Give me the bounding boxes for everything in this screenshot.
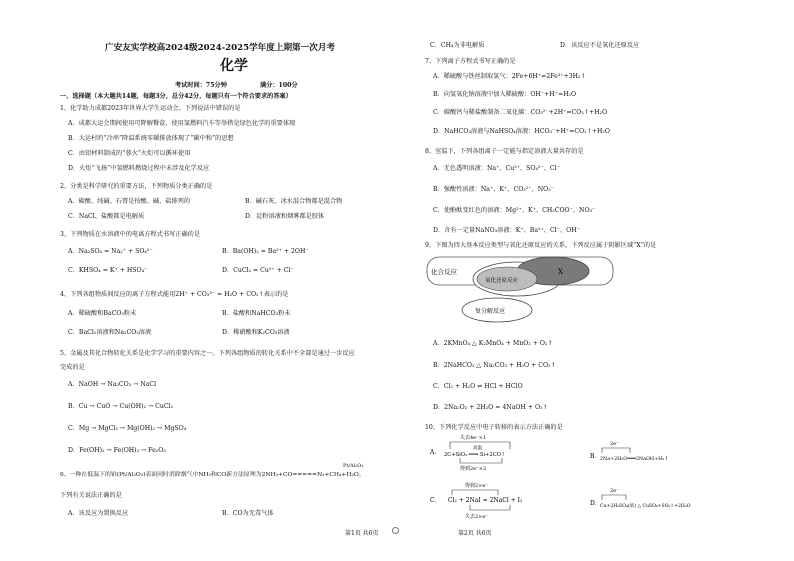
option: D．该反应不是氧化还原反应 [560, 42, 640, 49]
option: C．碳酸钙与稀盐酸制备二氧化碳：CO₃²⁻+2H⁺=CO₂↑+H₂O [433, 109, 608, 116]
binding-hole-icon [392, 527, 399, 534]
electron-loss-label: 失去4e⁻×1 [460, 435, 487, 441]
electron-label: 2e⁻ [610, 488, 619, 494]
option: B．强酸性溶液：Na⁺、K⁺、CO₃²⁻、NO₃⁻ [433, 186, 554, 193]
option: D．Fe(OH)₂ → Fe(OH)₃ → Fe₂O₃ [68, 447, 166, 454]
equation: Cu+2H₂SO₄(浓) △ CuSO₄+SO₂↑+2H₂O [600, 504, 691, 509]
option: B．Cu → CuO → Cu(OH)₂ → CuCl₂ [68, 403, 174, 410]
electron-arrow [452, 490, 498, 495]
question-5-cont: 完成的是 [60, 364, 85, 371]
option: B．2NaHCO₃ △ Na₂CO₃ + H₂O + CO₂↑ [433, 362, 556, 369]
question-5: 5、金属及其化合物转化关系是化学学习的重要内容之一。下列各组物质的转化关系中不全部是通过一步反应 [60, 350, 355, 357]
option: A．无色透明溶液：Na⁺、Cu²⁺、SO₄²⁻、Cl⁻ [433, 165, 560, 172]
question-6-cont: 下列有关说法正确的是 [60, 492, 122, 499]
option: C．Mg → MgCl₂ → Mg(OH)₂ → MgSO₄ [68, 425, 187, 432]
option: B．盐酸和NaHCO₃粉末 [222, 310, 291, 317]
option: D．稀硝酸和K₂CO₃溶液 [222, 329, 290, 336]
electron-loss-label: 失去2×e⁻ [465, 514, 488, 520]
equation: Cl₂ + 2NaI = 2NaCl + I₂ [448, 497, 523, 504]
option: A．NaOH → Na₂CO₃ → NaCl [68, 381, 157, 388]
electron-arrow [602, 495, 626, 500]
q10-option-a-diagram [430, 432, 565, 474]
q10-option-d-diagram [590, 487, 750, 517]
page-number-left: 第1页 共6页 [345, 530, 379, 537]
subject-title: 化学 [220, 58, 248, 74]
question-7: 7、下列离子方程式书写正确的是 [425, 58, 516, 65]
reaction-venn-diagram [425, 252, 615, 330]
option-label: A． [430, 449, 441, 456]
equation: 2C+SiO₂ ═══ Si+2CO↑ [444, 452, 506, 458]
option: A．碳酸、纯碱、石膏是按酸、碱、盐排列的 [68, 198, 191, 205]
x-label: X [558, 268, 563, 276]
option: D．火炬“飞扬”中氢燃料燃烧过程中未涉及化学反应 [68, 165, 210, 172]
option: B．大运村的“冷串”降温系统零碳排放体现了“碳中和”的思想 [68, 135, 234, 142]
option: D．2Na₂O₂ + 2H₂O = 4NaOH + O₂↑ [433, 404, 548, 411]
option: A．稀硫酸和BaCO₃粉末 [68, 310, 137, 317]
question-8: 8、室温下，下列各组离子一定能与指定溶液大量共存的是 [425, 148, 584, 155]
option: A．该反应为置换反应 [68, 510, 129, 517]
option: D．淀粉溶液和烟雾都是胶体 [245, 213, 325, 220]
q10-option-b-diagram [590, 440, 720, 470]
electron-gain-label: 得到2e⁻×2 [460, 466, 487, 472]
electron-arrow [602, 448, 630, 453]
catalyst-label: Pt/Al₂O₃ [343, 463, 364, 469]
option-label: B． [590, 453, 601, 460]
question-1: 1、化学助力成都2023年世界大学生运动会。下列说法中错误的是 [60, 105, 241, 112]
equation: 2Na+2H₂O═══2NaOH+H₂↑ [600, 457, 669, 462]
option: A．成都大运会期间使用可降解餐盒，使用氢燃料汽车等举措是绿色化学的重要体现 [68, 120, 296, 127]
electron-gain-label: 得到2×e⁻ [465, 483, 488, 489]
decomposition-label: 复分解反应 [475, 308, 506, 315]
combination-label: 化合反应 [431, 268, 457, 276]
question-4: 4、下列各组物质间反应的离子方程式能用2H⁺ + CO₃²⁻ = H₂O + CO₂↑表示的是 [60, 291, 289, 298]
option: C．由铝材料制成的“蓉火”火炬可以循环使用 [68, 150, 191, 157]
electron-arrow [470, 505, 510, 510]
option: D．含有一定量NaNO₃溶液：K⁺、Ba²⁺、Cl⁻、OH⁻ [433, 227, 580, 234]
question-10: 10、下列化学反应中电子转移的表示方法正确的是 [425, 424, 563, 431]
exam-title: 广安友实学校高2024级2024-2025学年度上期第一次月考 [105, 43, 336, 53]
option: B．Ba(OH)₂ = Ba²⁺ + 2OH⁻ [222, 248, 309, 255]
electron-label: 2e⁻ [610, 441, 619, 447]
option: C．KHSO₄ = K⁺ + HSO₄⁻ [68, 267, 148, 274]
full-score: 满分：100分 [260, 82, 298, 89]
question-6: 6、一种在低温下的铂(Pt/Al₂O₃)表面同时消除烟气中NH₃和CO新方法原理为2NH₃+CO=====N₂+CH₄+H₂O。 [60, 472, 365, 478]
q10-option-c-diagram [430, 480, 565, 522]
question-9: 9、下图为四大基本反应类型与氧化还原反应的关系，下列反应属于阴影区域“X”的是 [425, 242, 657, 249]
option: C．使酚酞变红色的溶液：Mg²⁺、K⁺、CH₃COO⁻、NO₃⁻ [433, 207, 596, 214]
option: A．稀硫酸与铁丝制取氢气：2Fe+6H⁺=2Fe³⁺+3H₂↑ [433, 73, 586, 80]
option: D．CuCl₂ = Cu²⁺ + Cl⁻ [222, 267, 294, 274]
page-number-right: 第2页 共6页 [458, 530, 492, 537]
electron-arrow [460, 458, 502, 463]
option-label: C． [430, 497, 441, 504]
option: B．CO为无毒气体 [222, 510, 274, 517]
question-3: 3、下列物质在水溶液中的电离方程式书写正确的是 [60, 231, 201, 238]
redox-label: 氧化还原反应 [485, 278, 519, 284]
option: C．Cl₂ + H₂O ⇌ HCl + HClO [433, 383, 523, 390]
option: A．2KMnO₄ △ K₂MnO₄ + MnO₂ + O₂↑ [433, 340, 553, 347]
option: B．向氢氧化钠溶液中加入稀硫酸：OH⁻+H⁺=H₂O [433, 91, 577, 98]
option: D．NaHCO₃溶液与NaHSO₄溶液：HCO₃⁻+H⁺=CO₂↑+H₂O [433, 128, 610, 135]
section-heading: 一、选择题（本大题共14题，每题3分，总分42分，每题只有一个符合要求的答案） [60, 93, 292, 100]
option: C．NaCl、盐酸都是电解质 [68, 213, 145, 220]
option: C．BaCl₂溶液和Na₂CO₃溶液 [68, 329, 152, 336]
option: A．Na₂SO₄ = Na₂⁺ + SO₄²⁻ [68, 248, 153, 255]
option-label: D． [590, 500, 601, 507]
question-2: 2、分类是科学研究的重要方法，下列物质分类正确的是 [60, 183, 213, 190]
option: B．碱石灰、冰水混合物都是混合物 [245, 198, 343, 205]
exam-time: 考试时间：75分钟 [175, 82, 227, 89]
option: C．CH₄为非电解质 [430, 42, 485, 49]
condition-label: 高温 [473, 446, 482, 451]
